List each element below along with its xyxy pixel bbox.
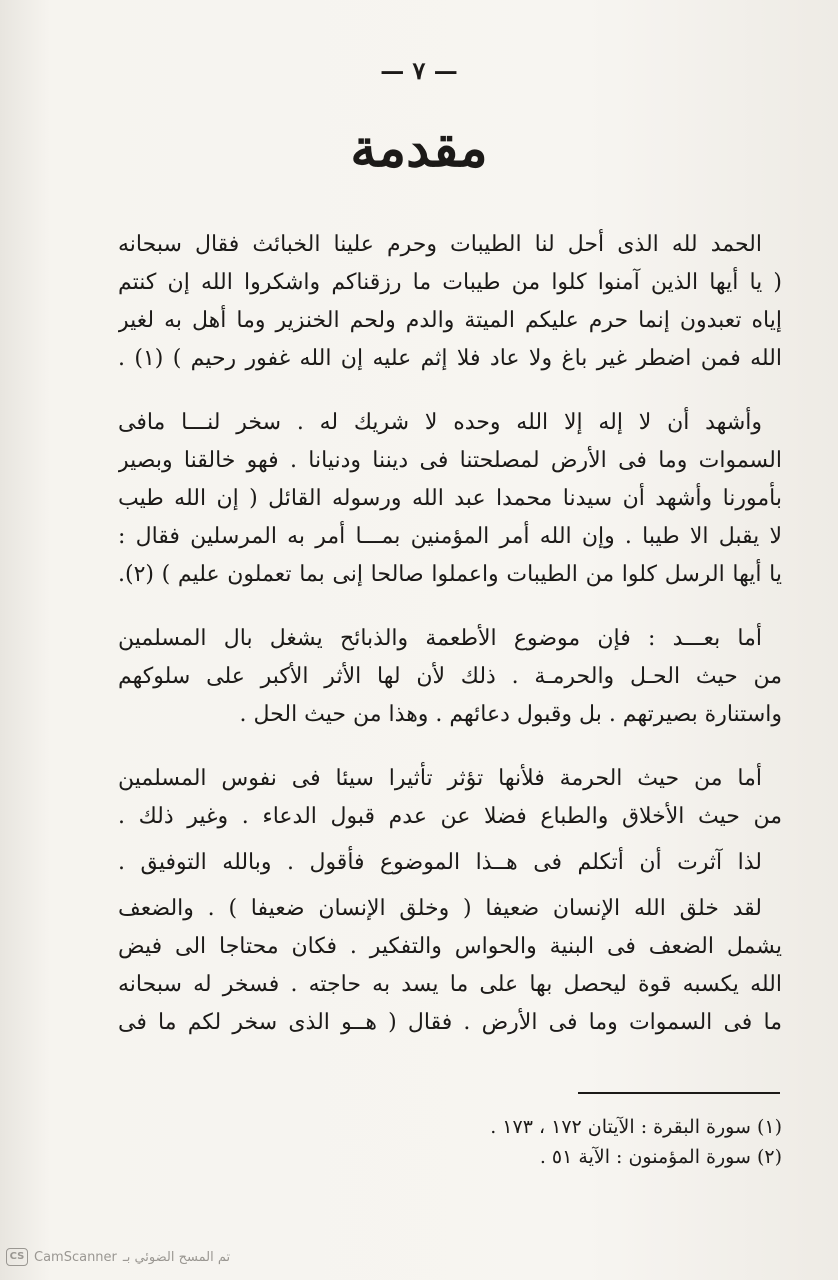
- text-line: الله فمن اضطر غير باغ ولا عاد فلا إثم عليه إن الله غفور رحيم ) (١) .: [118, 346, 782, 371]
- paragraph-3: [118, 620, 782, 734]
- text-line: لذا آثرت أن أتكلم فى هــذا الموضوع فأقول . وبالله التوفيق .: [118, 850, 762, 875]
- text-line: من حيث الحـل والحرمـة . ذلك لأن لها الأثر الأكبر على سلوكهم: [118, 664, 782, 689]
- text-line: واستنارة بصيرتهم . بل وقبول دعائهم . وهذا من حيث الحل .: [239, 702, 782, 727]
- text-line: أما من حيث الحرمة فلأنها تؤثر تأثيرا سيئا فى نفوس المسلمين: [118, 766, 763, 791]
- text-line: أما بعـــد : فإن موضوع الأطعمة والذبائح يشغل بال المسلمين: [118, 626, 762, 651]
- text-line: بأمورنا وأشهد أن سيدنا محمدا عبد الله ورسوله القائل ( إن الله طيب: [118, 486, 782, 511]
- paragraph-1: [118, 226, 782, 378]
- camscanner-logo-icon: CS: [6, 1248, 28, 1266]
- text-line: السموات وما فى الأرض لمصلحتنا فى ديننا ودنيانا . فهو خالقنا وبصير: [118, 448, 782, 473]
- text-line: من حيث الأخلاق والطباع فضلا عن عدم قبول الدعاء . وغير ذلك .: [118, 804, 782, 829]
- paragraph-2: [118, 404, 782, 594]
- footnote-2: (٢) سورة المؤمنون : الآية ٥١ .: [539, 1146, 782, 1168]
- paragraph-5: [118, 844, 782, 882]
- watermark-brand: CamScanner: [34, 1249, 117, 1265]
- footnote-divider: [578, 1092, 780, 1094]
- footnotes: [330, 1112, 782, 1172]
- text-line: لا يقبل الا طيبا . وإن الله أمر المؤمنين بمـــا أمر به المرسلين فقال :: [118, 524, 782, 549]
- text-line: الله يكسبه قوة ليحصل بها على ما يسد به حاجته . فسخر له سبحانه: [118, 972, 782, 997]
- text-line: وأشهد أن لا إله إلا الله وحده لا شريك له . سخر لنـــا مافى: [118, 410, 762, 435]
- text-line: ما فى السموات وما فى الأرض . فقال ( هــو الذى سخر لكم ما فى: [118, 1010, 782, 1035]
- paragraph-6: [118, 890, 782, 1042]
- body-text: [118, 226, 782, 1068]
- footnote-1: (١) سورة البقرة : الآيتان ١٧٢ ، ١٧٣ .: [490, 1116, 782, 1138]
- watermark-prefix: تم المسح الضوئي بـ: [122, 1249, 231, 1265]
- text-line: ( يا أيها الذين آمنوا كلوا من طيبات ما رزقناكم واشكروا الله إن كنتم: [118, 270, 782, 295]
- page-number: — ٧ —: [380, 56, 458, 85]
- text-line: يشمل الضعف فى البنية والحواس والتفكير . فكان محتاجا الى فيض: [118, 934, 782, 959]
- text-line: يا أيها الرسل كلوا من الطيبات واعملوا صالحا إنى بما تعملون عليم ) (٢).: [118, 562, 782, 587]
- scanner-watermark: [6, 1248, 230, 1266]
- page-title: مقدمة: [350, 118, 488, 179]
- text-line: الحمد لله الذى أحل لنا الطيبات وحرم علينا الخبائث فقال سبحانه: [118, 232, 762, 257]
- text-line: إياه تعبدون إنما حرم عليكم الميتة والدم ولحم الخنزير وما أهل به لغير: [118, 308, 782, 333]
- paragraph-4: [118, 760, 782, 836]
- text-line: لقد خلق الله الإنسان ضعيفا ( وخلق الإنسان ضعيفا ) . والضعف: [118, 896, 762, 921]
